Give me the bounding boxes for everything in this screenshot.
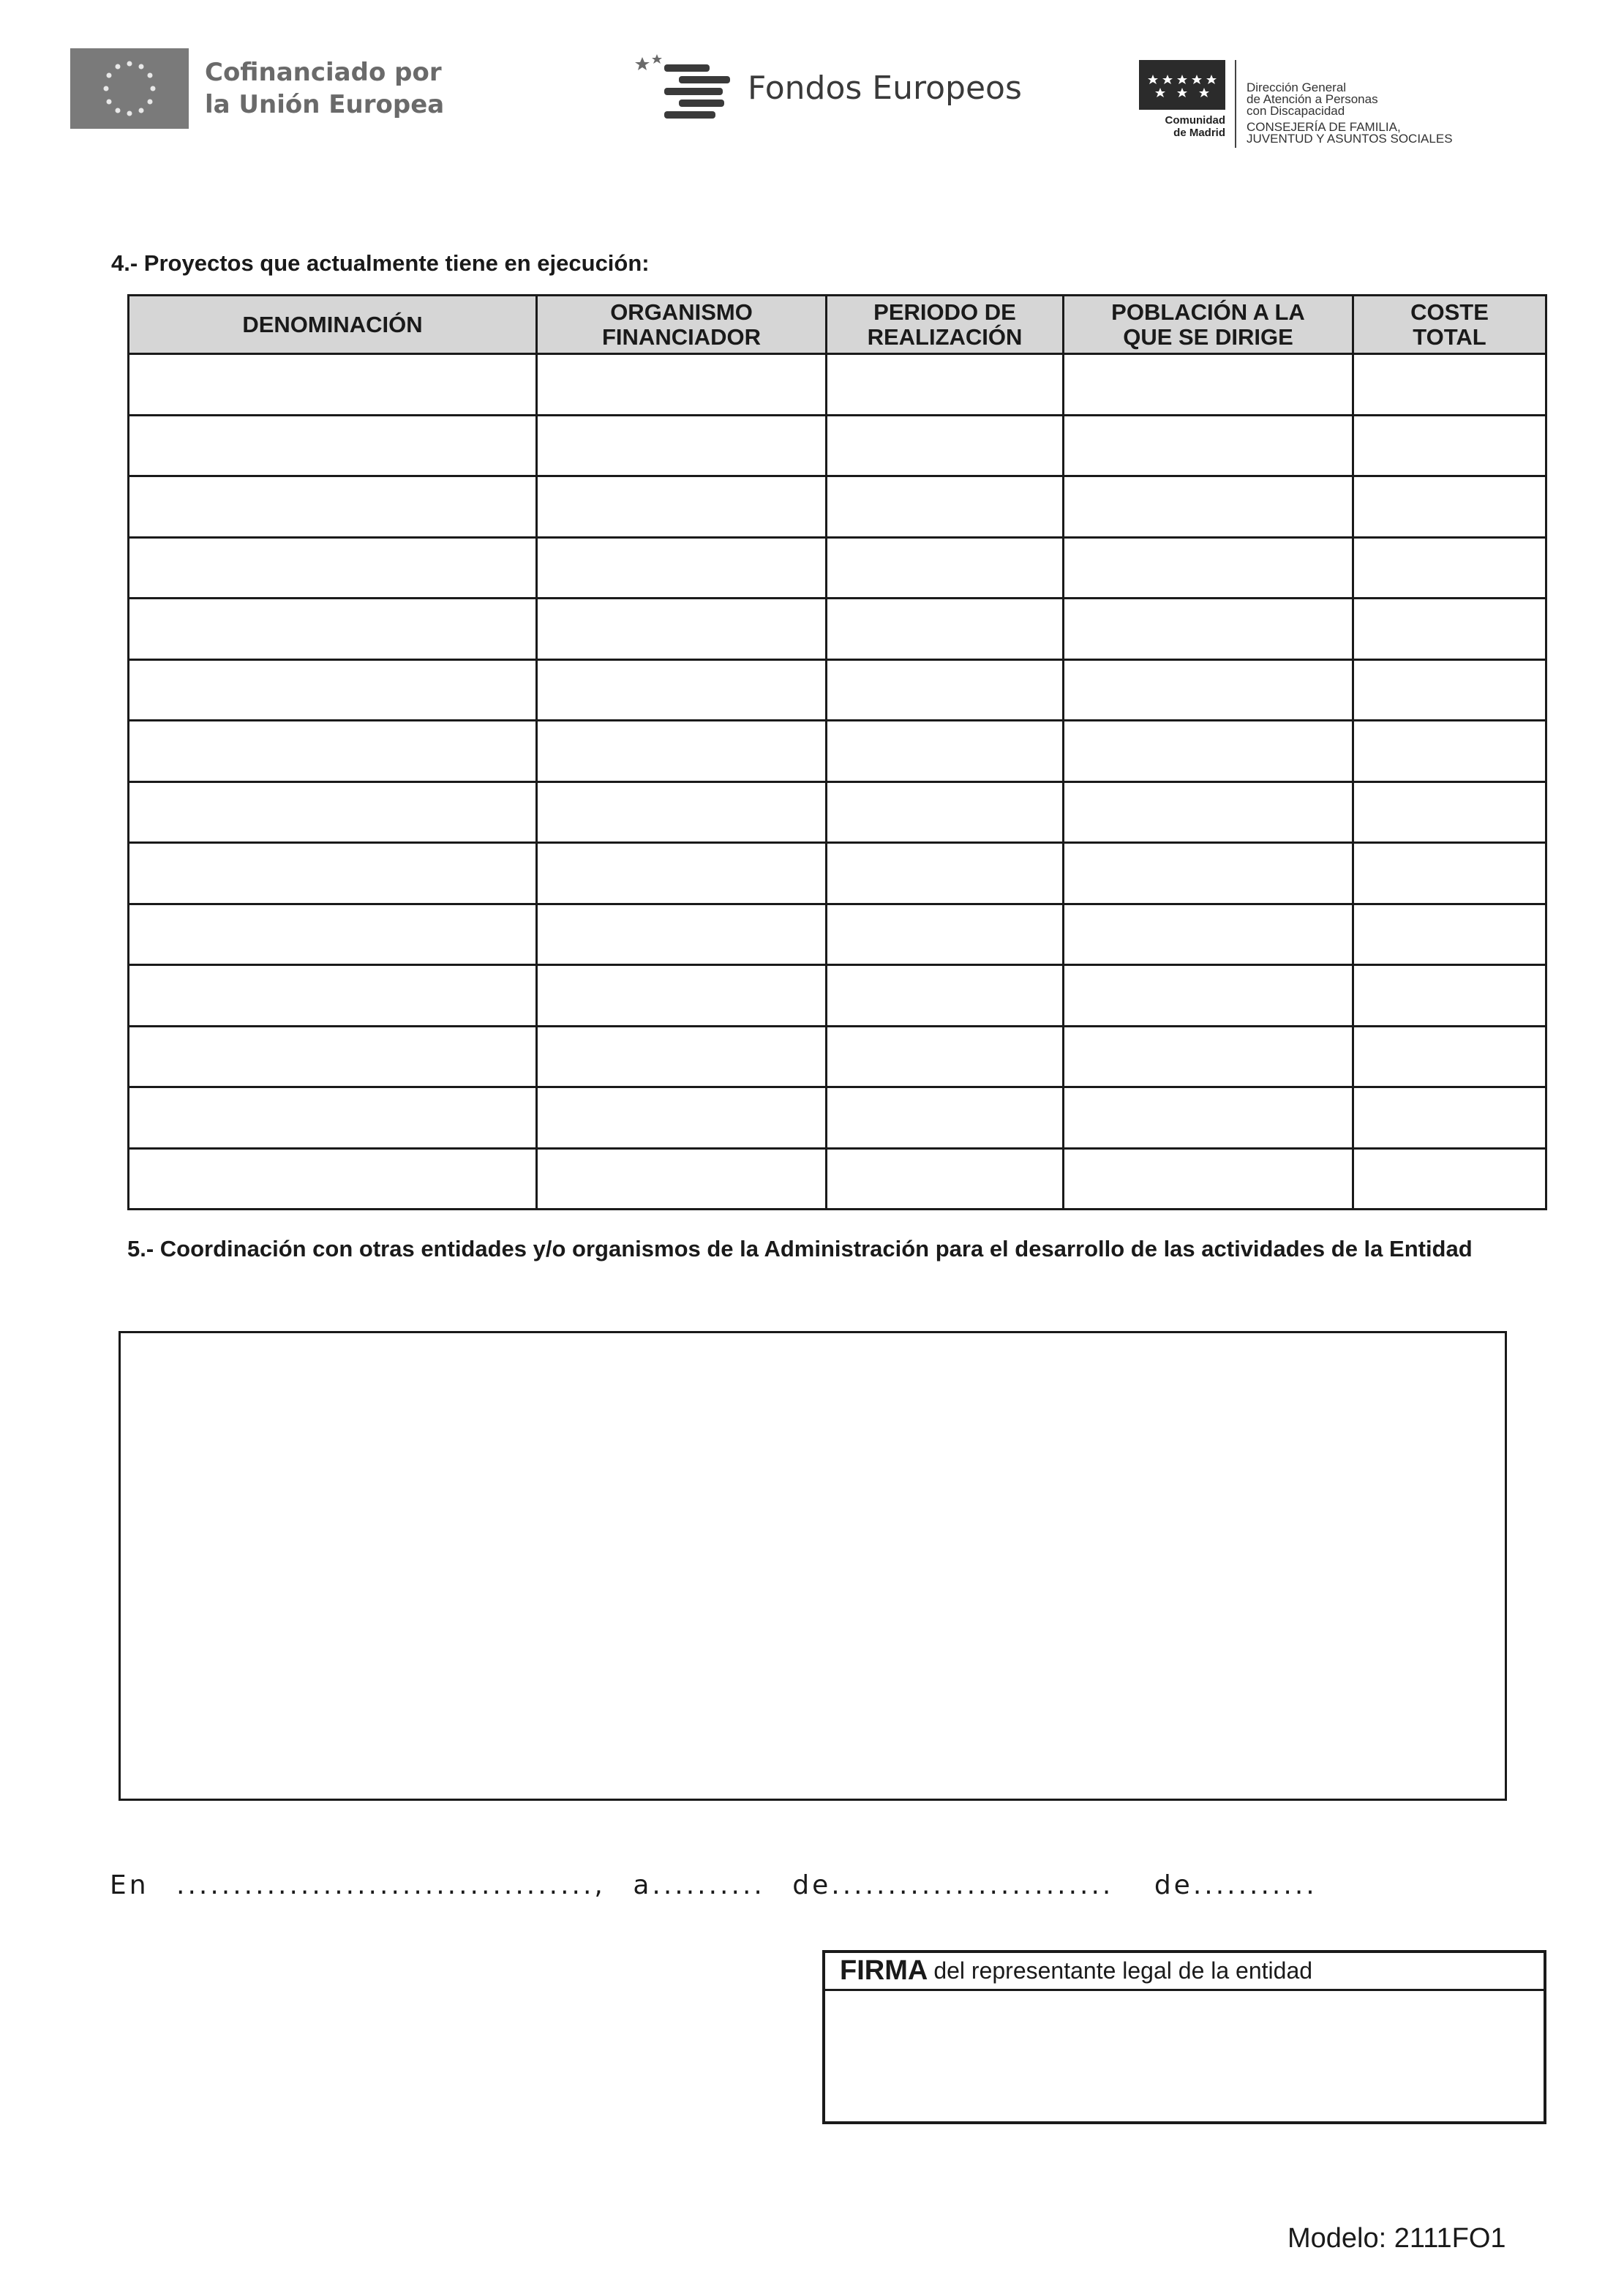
table-cell[interactable] bbox=[1064, 721, 1353, 782]
table-cell[interactable] bbox=[129, 1026, 537, 1087]
cm-dept-line1: Dirección General bbox=[1247, 80, 1347, 94]
table-cell[interactable] bbox=[1064, 354, 1353, 416]
signature-header bbox=[825, 1953, 1544, 1991]
table-cell[interactable] bbox=[1064, 904, 1353, 965]
table-cell[interactable] bbox=[1353, 599, 1546, 660]
table-cell[interactable] bbox=[537, 659, 827, 721]
table-cell[interactable] bbox=[537, 599, 827, 660]
table-cell[interactable] bbox=[1353, 537, 1546, 599]
col-header-coste: COSTE TOTAL bbox=[1353, 296, 1546, 354]
table-row bbox=[129, 415, 1546, 476]
table-cell[interactable] bbox=[129, 659, 537, 721]
table-cell[interactable] bbox=[827, 904, 1064, 965]
comunidad-madrid-logo bbox=[1138, 60, 1453, 148]
table-cell[interactable] bbox=[1064, 1087, 1353, 1149]
col-header-organismo: ORGANISMO FINANCIADOR bbox=[537, 296, 827, 354]
signature-label-rest: del representante legal de la entidad bbox=[933, 1957, 1313, 1984]
date-a-label: a bbox=[633, 1870, 653, 1900]
table-cell[interactable] bbox=[1353, 415, 1546, 476]
table-cell[interactable] bbox=[1064, 599, 1353, 660]
table-cell[interactable] bbox=[129, 843, 537, 904]
table-cell[interactable] bbox=[827, 843, 1064, 904]
table-cell[interactable] bbox=[1353, 904, 1546, 965]
table-row bbox=[129, 781, 1546, 843]
table-cell[interactable] bbox=[1064, 537, 1353, 599]
table-cell[interactable] bbox=[1353, 721, 1546, 782]
table-row bbox=[129, 965, 1546, 1027]
table-cell[interactable] bbox=[537, 843, 827, 904]
table-cell[interactable] bbox=[1353, 354, 1546, 416]
table-cell[interactable] bbox=[1064, 781, 1353, 843]
eu-logo-line1: Cofinanciado por bbox=[205, 58, 442, 87]
table-cell[interactable] bbox=[827, 354, 1064, 416]
month-field[interactable]: ......................... bbox=[831, 1870, 1114, 1900]
table-cell[interactable] bbox=[1353, 1148, 1546, 1210]
col-header-denominacion: DENOMINACIÓN bbox=[129, 296, 537, 354]
table-cell[interactable] bbox=[827, 721, 1064, 782]
cm-name-line1: Comunidad bbox=[1165, 114, 1225, 127]
table-cell[interactable] bbox=[827, 659, 1064, 721]
table-cell[interactable] bbox=[129, 599, 537, 660]
projects-table bbox=[127, 294, 1547, 1210]
table-cell[interactable] bbox=[129, 781, 537, 843]
table-cell[interactable] bbox=[827, 599, 1064, 660]
date-de-label-2: de bbox=[1154, 1870, 1193, 1900]
table-cell[interactable] bbox=[537, 354, 827, 416]
table-cell[interactable] bbox=[537, 415, 827, 476]
table-cell[interactable] bbox=[1064, 843, 1353, 904]
table-cell[interactable] bbox=[1353, 1087, 1546, 1149]
table-row bbox=[129, 1087, 1546, 1149]
fondos-logo-text: Fondos Europeos bbox=[748, 69, 1022, 107]
signature-label-bold: FIRMA bbox=[840, 1955, 928, 1986]
cm-cons-line1: CONSEJERÍA DE FAMILIA, bbox=[1247, 120, 1401, 134]
section5-title: 5.- Coordinación con otras entidades y/o organismos de la Administración para el desarrollo de las actividades de la Entidad bbox=[127, 1236, 1473, 1262]
table-cell[interactable] bbox=[537, 537, 827, 599]
table-cell[interactable] bbox=[1353, 965, 1546, 1027]
table-cell[interactable] bbox=[537, 476, 827, 538]
table-cell[interactable] bbox=[537, 1148, 827, 1210]
cm-cons-line2: JUVENTUD Y ASUNTOS SOCIALES bbox=[1247, 132, 1453, 146]
table-row bbox=[129, 1026, 1546, 1087]
place-field[interactable]: ....................................., bbox=[176, 1870, 606, 1900]
table-cell[interactable] bbox=[827, 965, 1064, 1027]
col-header-poblacion: POBLACIÓN A LA QUE SE DIRIGE bbox=[1064, 296, 1353, 354]
table-cell[interactable] bbox=[129, 1148, 537, 1210]
projects-header-row bbox=[129, 296, 1546, 354]
table-row bbox=[129, 1148, 1546, 1210]
logo-divider bbox=[1235, 60, 1236, 148]
year-field[interactable]: ........... bbox=[1192, 1870, 1317, 1900]
date-place-line bbox=[110, 1870, 1317, 1900]
coordination-text-area[interactable] bbox=[119, 1331, 1507, 1801]
table-row bbox=[129, 476, 1546, 538]
table-cell[interactable] bbox=[129, 415, 537, 476]
table-row bbox=[129, 537, 1546, 599]
table-cell[interactable] bbox=[1353, 659, 1546, 721]
table-cell[interactable] bbox=[537, 781, 827, 843]
date-en-label: En bbox=[110, 1870, 149, 1900]
table-cell[interactable] bbox=[1064, 1148, 1353, 1210]
col-header-periodo: PERIODO DE REALIZACIÓN bbox=[827, 296, 1064, 354]
table-cell[interactable] bbox=[1353, 843, 1546, 904]
table-cell[interactable] bbox=[129, 1087, 537, 1149]
table-cell[interactable] bbox=[827, 781, 1064, 843]
table-row bbox=[129, 904, 1546, 965]
table-row bbox=[129, 843, 1546, 904]
table-cell[interactable] bbox=[129, 965, 537, 1027]
table-cell[interactable] bbox=[129, 354, 537, 416]
table-cell[interactable] bbox=[537, 965, 827, 1027]
cm-dept-line2: de Atención a Personas bbox=[1247, 92, 1378, 106]
table-cell[interactable] bbox=[129, 904, 537, 965]
table-cell[interactable] bbox=[827, 1026, 1064, 1087]
table-cell[interactable] bbox=[1064, 659, 1353, 721]
table-cell[interactable] bbox=[129, 537, 537, 599]
table-cell[interactable] bbox=[1353, 476, 1546, 538]
table-cell[interactable] bbox=[537, 904, 827, 965]
table-cell[interactable] bbox=[827, 1087, 1064, 1149]
table-cell[interactable] bbox=[1064, 476, 1353, 538]
table-cell[interactable] bbox=[1064, 1026, 1353, 1087]
table-row bbox=[129, 599, 1546, 660]
fondos-stripes-icon bbox=[635, 51, 737, 124]
table-cell[interactable] bbox=[1353, 781, 1546, 843]
table-cell[interactable] bbox=[827, 537, 1064, 599]
section4-title: 4.- Proyectos que actualmente tiene en ejecución: bbox=[111, 250, 650, 276]
table-cell[interactable] bbox=[537, 721, 827, 782]
table-cell[interactable] bbox=[129, 476, 537, 538]
madrid-stars-flag-icon bbox=[1139, 60, 1225, 110]
signature-box bbox=[822, 1950, 1546, 2124]
eu-logo-line2: la Unión Europea bbox=[205, 90, 445, 119]
day-field[interactable]: .......... bbox=[652, 1870, 765, 1900]
table-cell[interactable] bbox=[827, 415, 1064, 476]
cm-name-line2: de Madrid bbox=[1173, 127, 1225, 139]
table-row bbox=[129, 659, 1546, 721]
signature-area[interactable] bbox=[825, 1991, 1544, 2120]
form-model-code: Modelo: 2111FO1 bbox=[1287, 2223, 1506, 2254]
eu-cofinancing-logo bbox=[70, 48, 444, 129]
table-row bbox=[129, 354, 1546, 416]
eu-flag-icon bbox=[70, 48, 189, 129]
table-cell[interactable] bbox=[537, 1087, 827, 1149]
table-cell[interactable] bbox=[827, 1148, 1064, 1210]
table-row bbox=[129, 721, 1546, 782]
table-cell[interactable] bbox=[1064, 415, 1353, 476]
table-cell[interactable] bbox=[537, 1026, 827, 1087]
fondos-europeos-logo bbox=[635, 51, 1022, 124]
table-cell[interactable] bbox=[1064, 965, 1353, 1027]
table-cell[interactable] bbox=[129, 721, 537, 782]
cm-dept-line3: con Discapacidad bbox=[1247, 104, 1345, 118]
date-de-label-1: de bbox=[792, 1870, 832, 1900]
table-cell[interactable] bbox=[1353, 1026, 1546, 1087]
table-cell[interactable] bbox=[827, 476, 1064, 538]
